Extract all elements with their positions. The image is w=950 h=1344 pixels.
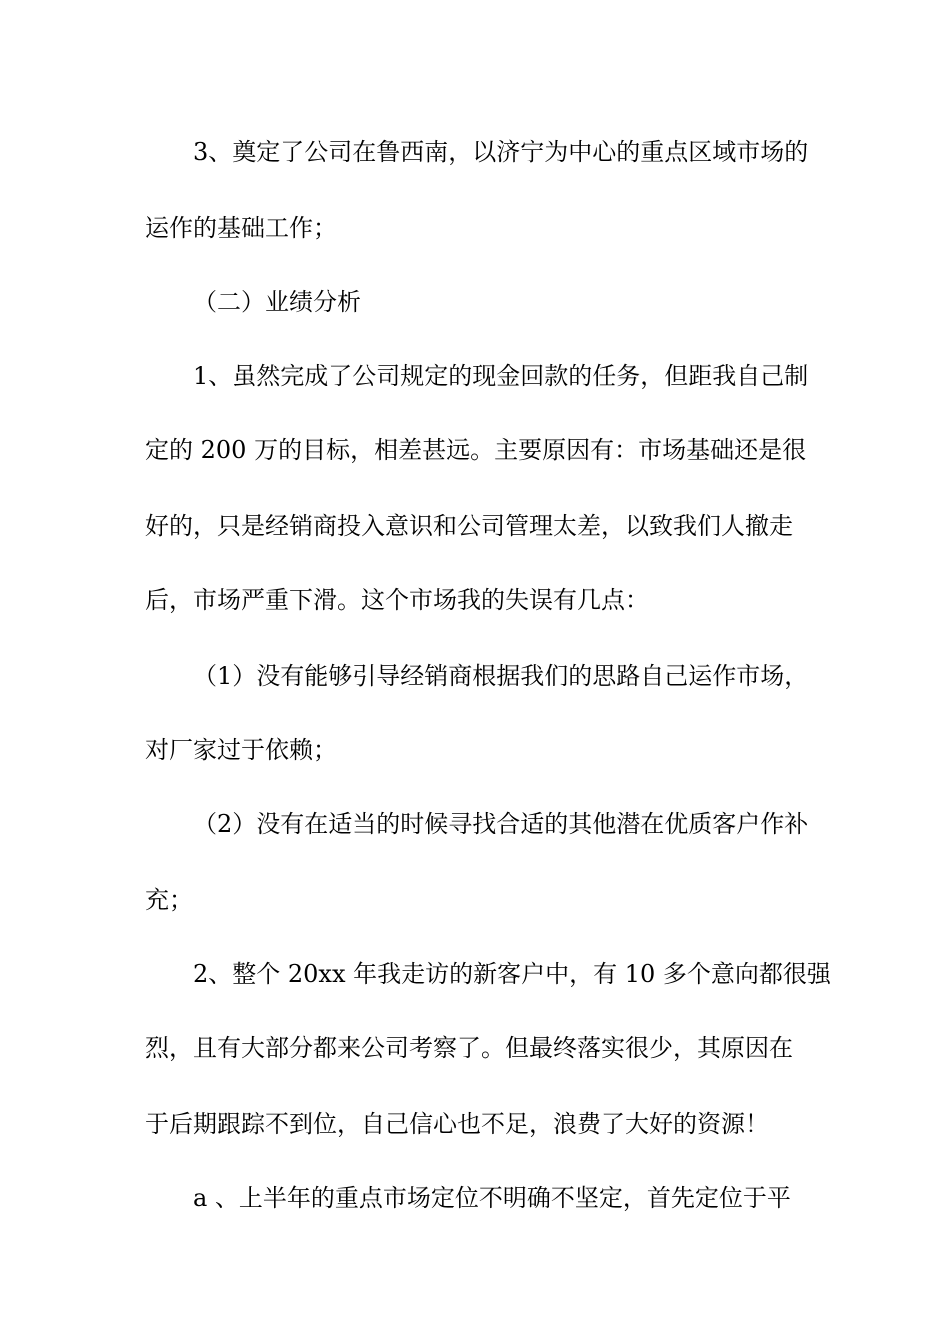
paragraph-line: 对厂家过于依赖；	[145, 736, 337, 764]
paragraph-line: 烈，且有大部分都来公司考察了。但最终落实很少，其原因在	[145, 1034, 793, 1062]
paragraph-line: （1）没有能够引导经销商根据我们的思路自己运作市场，	[193, 662, 809, 690]
paragraph-line: 运作的基础工作；	[145, 214, 337, 242]
paragraph-line: 定的 200 万的目标，相差甚远。主要原因有：市场基础还是很	[145, 436, 807, 464]
paragraph-line: 充；	[145, 886, 193, 914]
paragraph-line: （2）没有在适当的时候寻找合适的其他潜在优质客户作补	[193, 810, 809, 838]
paragraph-line: 后，市场严重下滑。这个市场我的失误有几点：	[145, 586, 649, 614]
paragraph-line: 3、奠定了公司在鲁西南，以济宁为中心的重点区域市场的	[193, 138, 809, 166]
paragraph-line: 好的，只是经销商投入意识和公司管理太差，以致我们人撤走	[145, 512, 793, 540]
section-heading: （二）业绩分析	[193, 288, 361, 316]
paragraph-line: a 、上半年的重点市场定位不明确不坚定，首先定位于平	[193, 1184, 791, 1212]
paragraph-line: 2、整个 20xx 年我走访的新客户中，有 10 多个意向都很强	[193, 960, 831, 988]
paragraph-line: 于后期跟踪不到位，自己信心也不足，浪费了大好的资源！	[145, 1110, 769, 1138]
paragraph-line: 1、虽然完成了公司规定的现金回款的任务，但距我自己制	[193, 362, 809, 390]
